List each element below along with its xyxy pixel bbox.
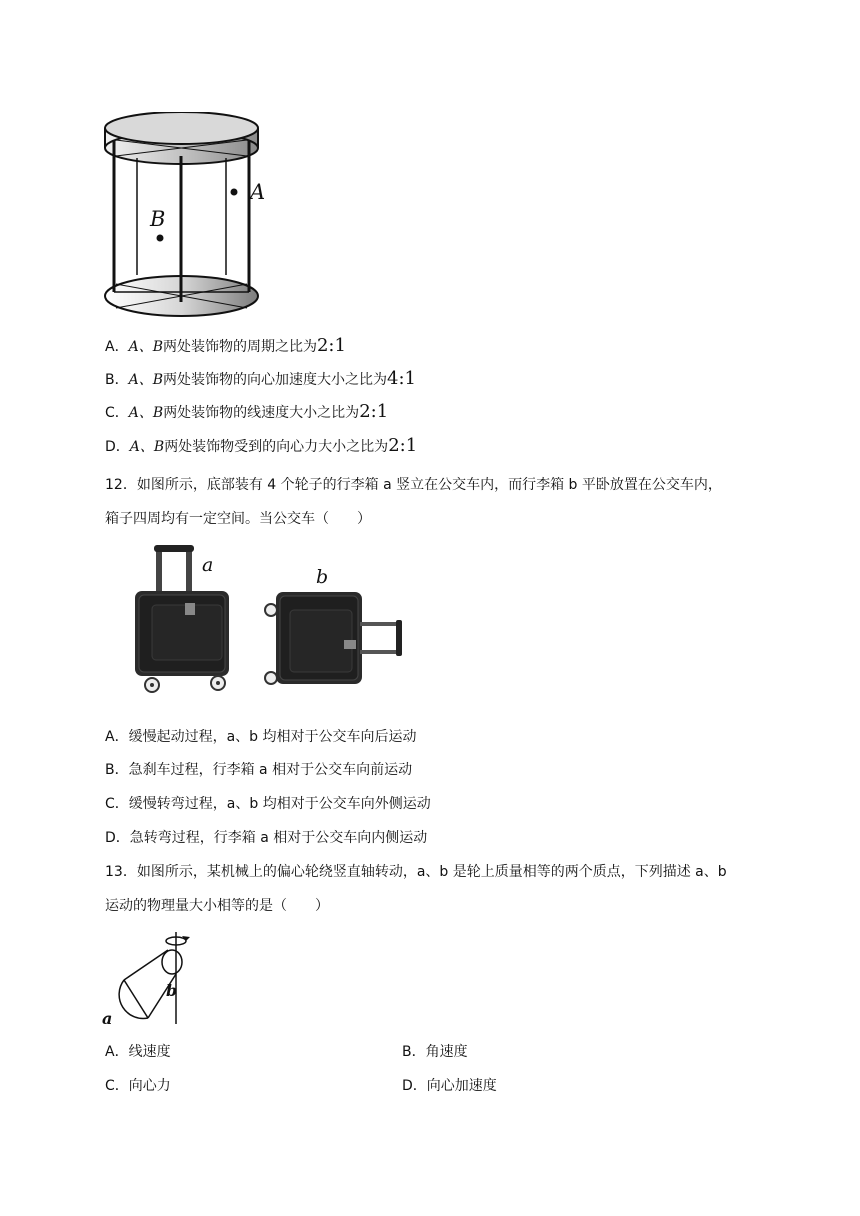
q12-option-b[interactable]: B．急刹车过程，行李箱 a 相对于公交车向前运动 (105, 762, 413, 778)
q11-label-a: A (250, 180, 266, 204)
q12-option-d[interactable]: D．急转弯过程，行李箱 a 相对于公交车向内侧运动 (105, 830, 428, 846)
suitcase-a-image (130, 543, 235, 695)
q12-option-c[interactable]: C．缓慢转弯过程，a、b 均相对于公交车向外侧运动 (105, 796, 431, 812)
q12-stem-line1: 12．如图所示，底部装有 4 个轮子的行李箱 a 竖立在公交车内，而行李箱 b 平卧放置在公交车内， (105, 477, 722, 493)
q13-option-a[interactable]: A．线速度 (105, 1044, 171, 1060)
q11-option-a[interactable]: A．A、B两处装饰物的周期之比为2:1 (105, 335, 346, 356)
point-a-marker (231, 189, 238, 196)
q13-option-b[interactable]: B．角速度 (402, 1044, 468, 1060)
q11-option-b[interactable]: B．A、B两处装饰物的向心加速度大小之比为4:1 (105, 368, 416, 389)
q11-option-c[interactable]: C．A、B两处装饰物的线速度大小之比为2:1 (105, 401, 389, 422)
q12-label-a: a (202, 554, 214, 576)
q11-option-d[interactable]: D．A、B两处装饰物受到的向心力大小之比为2:1 (105, 435, 418, 456)
q11-cylinder-figure (100, 112, 275, 322)
q12-option-a[interactable]: A．缓慢起动过程，a、b 均相对于公交车向后运动 (105, 729, 417, 745)
suitcase-b-image (262, 588, 410, 690)
point-b-marker (157, 235, 164, 242)
q13-stem-line1: 13．如图所示，某机械上的偏心轮绕竖直轴转动，a、b 是轮上质量相等的两个质点，下列描述 a、b (105, 864, 727, 880)
q13-option-d[interactable]: D．向心加速度 (402, 1078, 497, 1094)
q13-label-a: a (102, 1009, 113, 1028)
q12-stem-line2: 箱子四周均有一定空间。当公交车（ ） (105, 511, 371, 527)
q13-eccentric-wheel-figure (100, 928, 200, 1028)
q13-option-c[interactable]: C．向心力 (105, 1078, 171, 1094)
q12-label-b: b (316, 566, 329, 588)
q13-stem-line2: 运动的物理量大小相等的是（ ） (105, 898, 329, 914)
q11-label-b: B (150, 207, 166, 231)
q13-label-b: b (166, 981, 178, 1000)
